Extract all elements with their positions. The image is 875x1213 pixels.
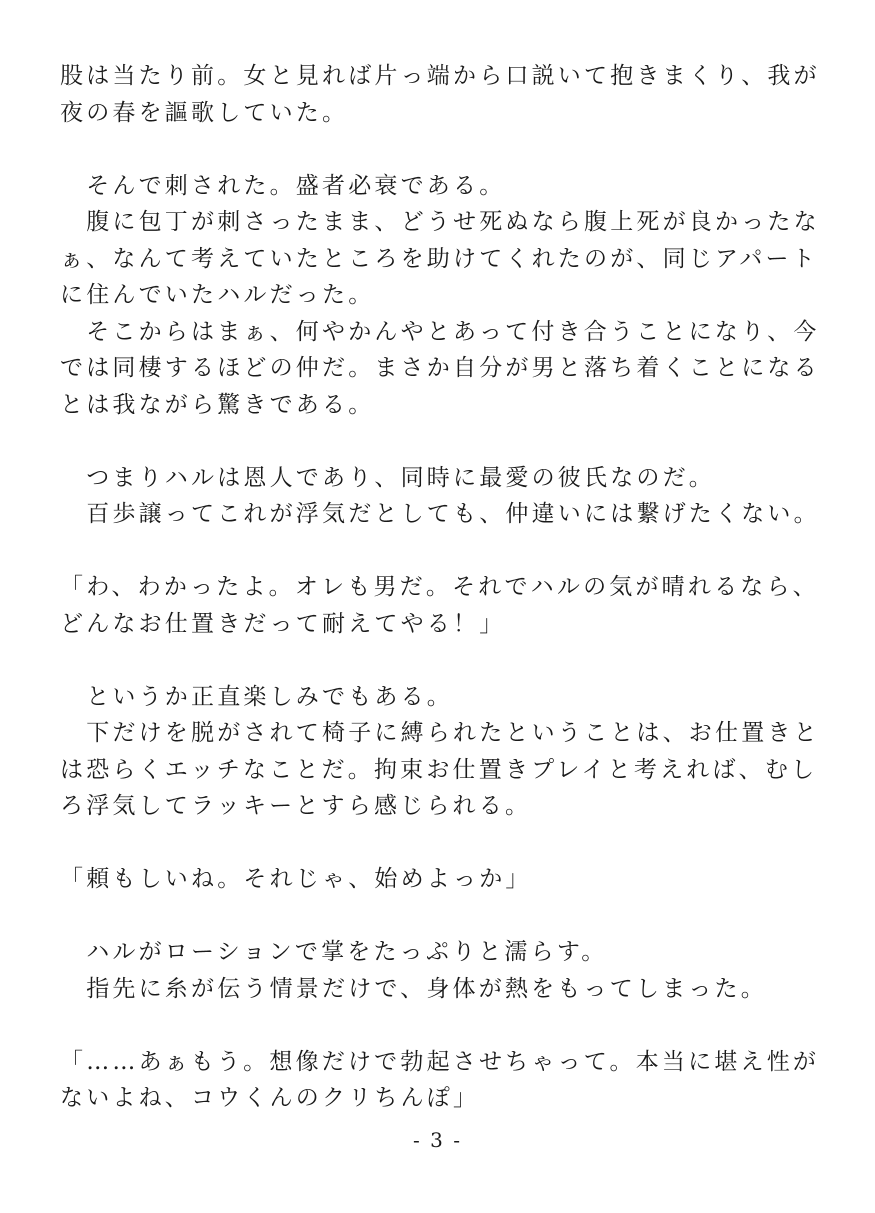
- dialogue-line: ないよね、コウくんのクリちんぽ」: [60, 1085, 480, 1111]
- text-line: は恐らくエッチなことだ。拘束お仕置きプレイと考えれば、むし: [60, 756, 818, 783]
- text-line: 指先に糸が伝う情景だけで、身体が熱をもってしまった。: [60, 975, 767, 1002]
- blank-line: [60, 131, 820, 168]
- dialogue-line: 「……あぁもう。想像だけで勃起させちゃって。本当に堪え性が: [60, 1048, 820, 1075]
- dialogue-line: 「頼もしいね。それじゃ、始めよっか」: [60, 866, 532, 892]
- text-line: ろ浮気してラッキーとすら感じられる。: [60, 793, 532, 819]
- blank-line: [60, 423, 820, 460]
- text-line: 股は当たり前。女と見れば片っ端から口説いて抱きまくり、我が: [60, 63, 820, 89]
- blank-line: [60, 533, 820, 570]
- page-number: - 3 -: [413, 1128, 462, 1152]
- text-line: 下だけを脱がされて椅子に縛られたということは、お仕置きと: [60, 720, 820, 746]
- text-line: では同棲するほどの仲だ。まさか自分が男と落ち着くことになる: [60, 355, 820, 381]
- text-line: 腹に包丁が刺さったまま、どうせ死ぬなら腹上死が良かったな: [60, 209, 820, 235]
- blank-line: [60, 825, 820, 862]
- dialogue-line: どんなお仕置きだって耐えてやる！」: [60, 610, 506, 637]
- text-line: つまりハルは恩人であり、同時に最愛の彼氏なのだ。: [60, 464, 715, 491]
- text-line: に住んでいたハルだった。: [60, 282, 375, 308]
- text-line: 百歩譲ってこれが浮気だとしても、仲違いには繋げたくない。: [60, 501, 820, 527]
- blank-line: [60, 642, 820, 679]
- text-line: 夜の春を謳歌していた。: [60, 99, 349, 126]
- text-line: ハルがローションで掌をたっぷりと濡らす。: [60, 939, 608, 965]
- text-line: というか正直楽しみでもある。: [60, 683, 453, 710]
- dialogue-line: 「わ、わかったよ。オレも男だ。それでハルの気が晴れるなら、: [60, 574, 819, 600]
- text-line: ぁ、なんて考えていたところを助けてくれたのが、同じアパート: [60, 245, 818, 272]
- blank-line: [60, 1007, 820, 1044]
- text-line: とは我ながら驚きである。: [60, 391, 375, 418]
- novel-text-body: [60, 58, 820, 1117]
- text-line: そんで刺された。盛者必衰である。: [60, 172, 506, 199]
- blank-line: [60, 898, 820, 935]
- text-line: そこからはまぁ、何やかんやとあって付き合うことになり、今: [60, 318, 820, 345]
